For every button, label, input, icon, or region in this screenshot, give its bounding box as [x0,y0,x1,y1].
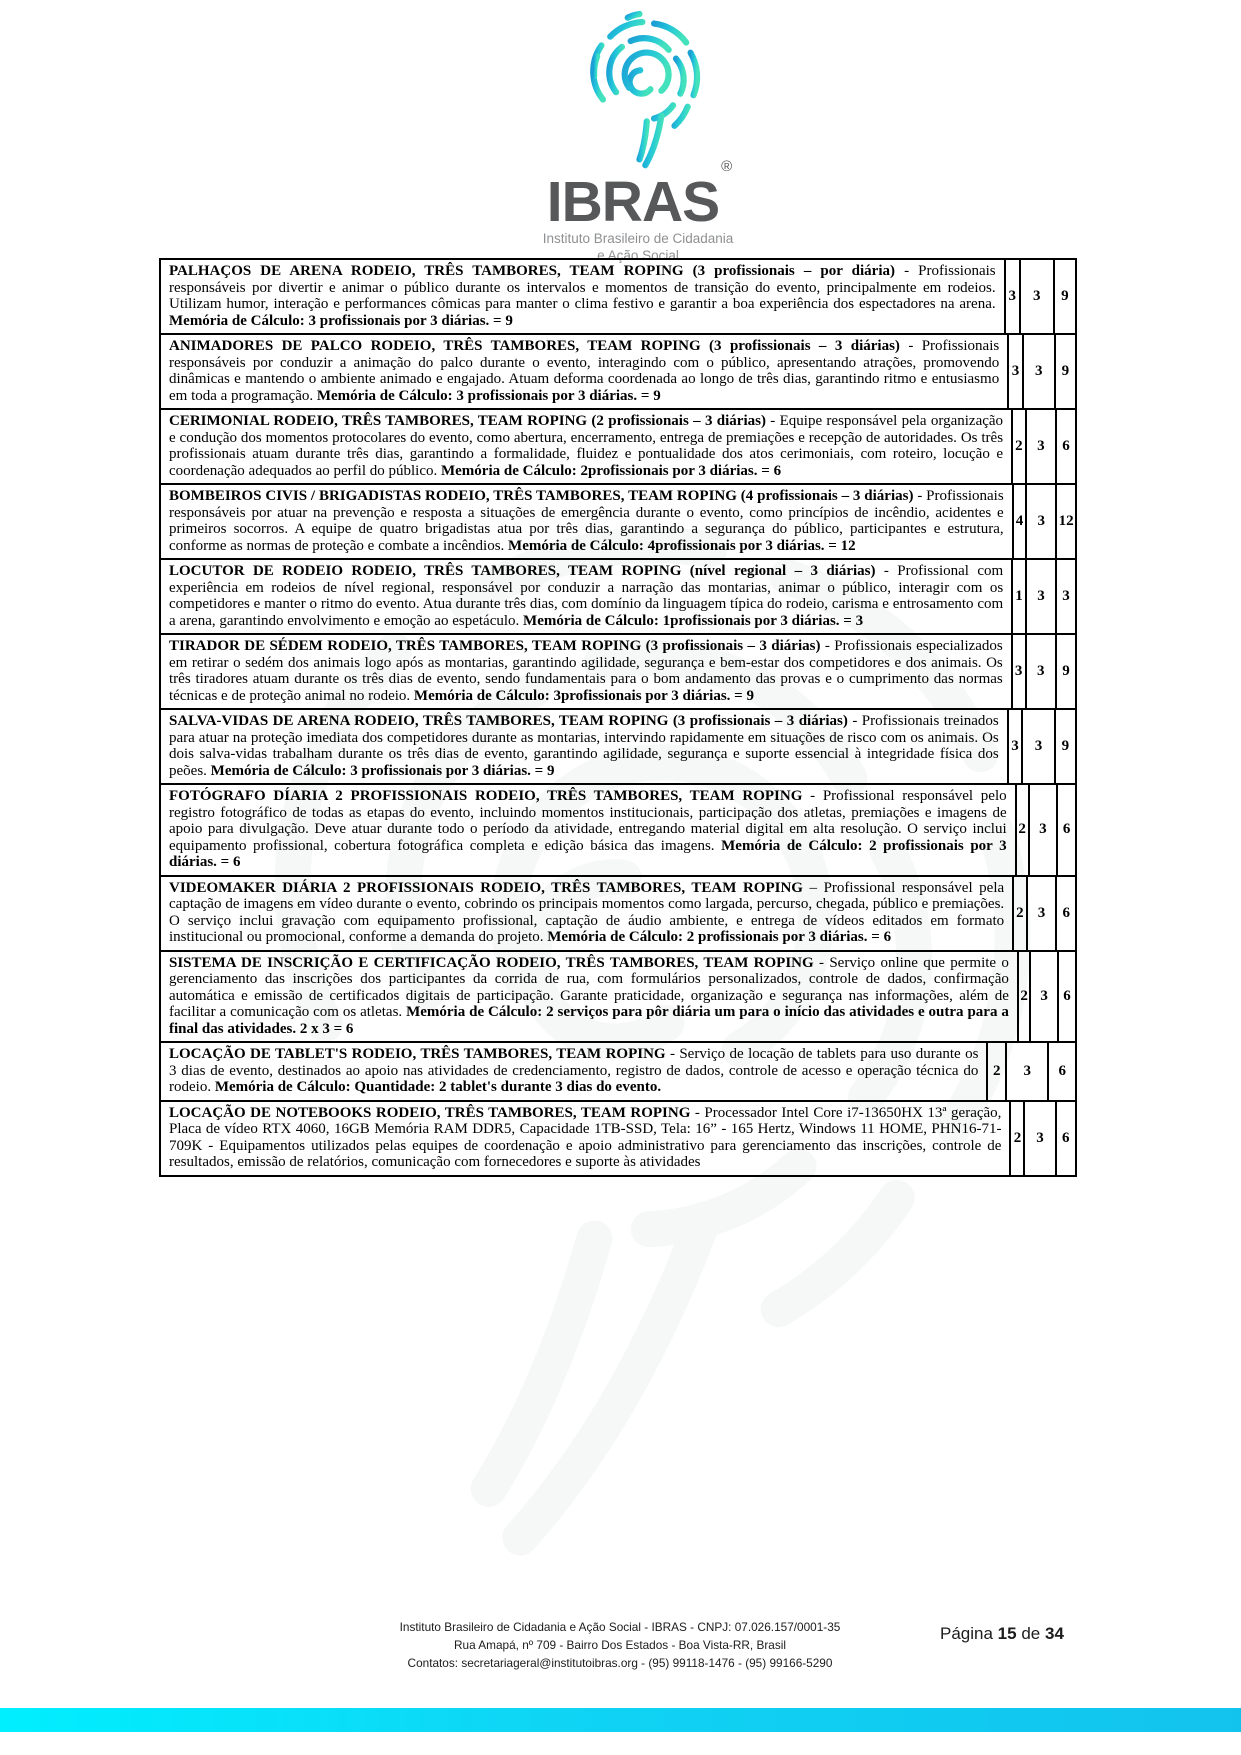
diarias-cell: 3 [1021,710,1053,783]
quantity-cell: 3 [1007,710,1022,783]
total-cell: 9 [1055,635,1075,708]
service-description-cell [161,485,1012,558]
total-cell: 6 [1056,785,1075,875]
page-total: 34 [1044,1624,1064,1643]
service-memoria-calculo: Memória de Cálculo: 3 profissionais por 3 diárias. = 9 [169,312,513,329]
service-title: VIDEOMAKER DIÁRIA 2 PROFISSIONAIS RODEIO, TRÊS TAMBORES, TEAM ROPING [169,879,803,896]
service-title: PALHAÇOS DE ARENA RODEIO, TRÊS TAMBORES, TEAM ROPING (3 profissionais – por diária) [169,263,895,279]
service-description-cell [161,560,1011,633]
service-memoria-calculo: Memória de Cálculo: 2 profissionais por 3 diárias. = 6 [169,837,1007,870]
service-description-cell [161,410,1011,483]
service-title: CERIMONIAL RODEIO, TRÊS TAMBORES, TEAM ROPING (2 profissionais – 3 diárias) [169,413,766,429]
table-row [161,408,1075,483]
service-description-cell [161,877,1012,950]
total-cell: 6 [1055,1102,1075,1175]
diarias-cell: 3 [1025,635,1055,708]
total-cell: 9 [1054,710,1075,783]
service-description: - Profissional responsável pelo registro fotográfico de todas as etapas do evento, incluindo momentos institucionais, participação dos atletas, premiações e imagens de apoio para divulgação. Deve atuar durante todo o período da atividade, entregando material digital em alta resolução. O serviço inclui equipamento profissional, cobertura fotográfica completa e edição básica das imagens. [169,788,1007,854]
table-row [161,1041,1075,1100]
diarias-cell: 3 [1029,952,1056,1042]
table-row [161,1100,1075,1175]
quantity-cell: 3 [1011,635,1025,708]
quantity-cell: 2 [1011,410,1025,483]
service-description: - Profissional com experiência em rodeios de nível regional, responsável por conduzir a narração das montarias, animar o público, interagir com os competidores e manter o ritmo do evento. Atua durante três dias, com domínio da linguagem típica do rodeio, carisma e entrosamento com a arena, garantindo envolvimento e emoção ao espetáculo. [169,563,1004,629]
diarias-cell: 3 [1026,877,1056,950]
table-row [161,558,1075,633]
table-row [161,950,1075,1042]
service-description: - Equipe responsável pela organização e condução dos momentos protocolares do evento, como abertura, encerramento, entrega de premiações e recepção de autoridades. Os três profissionais atuam durante três dias, garantindo a formalidade, fluidez e pontualidade dos atos cerimoniais, com roteiro, locução e coordenação adequados ao perfil do público. [169,413,1004,479]
service-description-cell [161,635,1011,708]
service-description: - Profissionais responsáveis por divertir e animar o público durante os intervalos e momentos de transição do evento, principalmente em rodeios. Utilizam humor, interação e performances cômicas para manter o clima festivo e garantir a boa experiência dos espectadores na arena. [169,263,996,312]
diarias-cell: 3 [1022,335,1054,408]
page-number-label [940,1624,1180,1644]
quantity-cell: 2 [1015,785,1028,875]
service-description-cell [161,1102,1009,1175]
service-memoria-calculo: Memória de Cálculo: 2 serviços para pôr diária um para o início das atividades e outra para a final das atividades. 2 x 3 = 6 [169,1004,1009,1037]
table-row [161,633,1075,708]
service-memoria-calculo: Memória de Cálculo: 3 profissionais por 3 diárias. = 9 [316,387,661,404]
service-description: - Profissionais especializados em retirar o sedém dos animais logo após as montarias, garantindo agilidade, segurança e bem-estar dos competidores e dos animais. Os três tiradores atuam durante os três dias de evento, sendo fundamentais para o bom andamento das provas e o cumprimento das normas técnicas e de proteção animal no rodeio. [169,638,1003,704]
diarias-cell: 3 [1005,1043,1047,1100]
services-table [159,258,1077,1177]
table-row [161,708,1075,783]
total-cell: 9 [1054,335,1075,408]
logo-subtitle-line2: e Ação Social [597,247,679,263]
table-row [161,333,1075,408]
table-row [161,483,1075,558]
quantity-cell: 2 [1009,1102,1023,1175]
service-description: - Processador Intel Core i7-13650HX 13ª geração, Placa de vídeo RTX 4060, 16GB Memória RAM DDR5, Capacidade 1TB-SSD, Tela: 16” - 165 Hertz, Windows 11 HOME, PHN16-71-709K - Equipamentos utilizados pelas equipes de coordenação e apoio administrativo para gerenciamento das inscrições, controle de resultados, emissão de relatórios, comunicação com fornecedores e suporte às atividades [169,1104,1002,1170]
logo-subtitle-line1: Instituto Brasileiro de Cidadania [542,231,734,246]
service-memoria-calculo: Memória de Cálculo: 3profissionais por 3 diárias. = 9 [413,687,754,704]
fingerprint-logo-icon [559,6,717,174]
logo-wordmark: IBRAS® [546,158,732,234]
service-title: ANIMADORES DE PALCO RODEIO, TRÊS TAMBORES, TEAM ROPING (3 profissionais – 3 diárias) [169,338,900,354]
total-cell: 6 [1057,952,1075,1042]
quantity-cell: 2 [1017,952,1030,1042]
diarias-cell: 3 [1019,260,1053,333]
quantity-cell: 2 [986,1043,1005,1100]
diarias-cell: 3 [1025,410,1055,483]
service-description-cell [161,952,1017,1042]
service-title: LOCAÇÃO DE NOTEBOOKS RODEIO, TRÊS TAMBORES, TEAM ROPING [169,1104,691,1121]
service-description-cell [161,335,1007,408]
footer-institute-line: Instituto Brasileiro de Cidadania e Ação Social - IBRAS - CNPJ: 07.026.157/0001-35 [399,1620,841,1634]
service-description: – Profissional responsável pela captação de imagens em vídeo durante o evento, cobrindo os principais momentos como largada, percurso, chegada, público e premiações. O serviço inclui gravação com equipamento profissional, captação de áudio ambiente, e entrega de vídeos editados em formato institucional ou promocional, conforme a demanda do projeto. [169,879,1005,945]
quantity-cell: 3 [1004,260,1019,333]
quantity-cell: 1 [1011,560,1025,633]
quantity-cell: 2 [1012,877,1025,950]
diarias-cell: 3 [1025,485,1055,558]
service-memoria-calculo: Memória de Cálculo: 3 profissionais por 3 diárias. = 9 [210,762,555,779]
page-of-word: de [1021,1624,1041,1643]
service-title: BOMBEIROS CIVIS / BRIGADISTAS RODEIO, TRÊS TAMBORES, TEAM ROPING (4 profissionais – 3 diárias) [169,488,914,504]
total-cell: 9 [1053,260,1075,333]
service-title: TIRADOR DE SÉDEM RODEIO, TRÊS TAMBORES, TEAM ROPING (3 profissionais – 3 diárias) [169,638,821,654]
footer-accent-bar [0,1708,1241,1732]
service-memoria-calculo: Memória de Cálculo: 2 profissionais por 3 diárias. = 6 [547,929,892,945]
service-description: - Profissionais treinados para atuar na proteção imediata dos competidores durante as montarias, intervindo rapidamente em situações de risco com os animais. Os dois salva-vidas trabalham durante os três dias de evento, garantindo agilidade, segurança e suporte essencial à integridade física dos peões. [169,713,999,779]
service-description: - Serviço online que permite o gerenciamento das inscrições dos participantes da corrida de rua, com formulários personalizados, controle de dados, confirmação automática e emissão de certificados digitais de participação. Garante praticidade, organização e segurança nas informações, além de facilitar a comunicação com os atletas. [169,954,1009,1020]
service-memoria-calculo: Memória de Cálculo: 1profissionais por 3 diárias. = 3 [523,612,864,629]
service-title: FOTÓGRAFO DÍARIA 2 PROFISSIONAIS RODEIO, TRÊS TAMBORES, TEAM ROPING [169,788,803,804]
service-title: LOCAÇÃO DE TABLET'S RODEIO, TRÊS TAMBORES, TEAM ROPING [169,1046,666,1062]
diarias-cell: 3 [1023,1102,1054,1175]
total-cell: 6 [1055,410,1075,483]
table-row [161,260,1075,333]
service-description-cell [161,785,1015,875]
service-description-cell [161,260,1004,333]
service-description-cell [161,1043,986,1100]
registered-mark: ® [721,158,732,175]
logo [470,6,806,265]
total-cell: 3 [1055,560,1075,633]
footer-address-line: Rua Amapá, nº 709 - Bairro Dos Estados - Boa Vista-RR, Brasil [454,1638,786,1652]
page-current: 15 [997,1624,1017,1643]
diarias-cell: 3 [1025,560,1055,633]
service-memoria-calculo: Memória de Cálculo: 4profissionais por 3 diárias. = 12 [508,537,856,554]
page-word: Página [940,1624,993,1643]
service-description: - Serviço de locação de tablets para uso durante os 3 dias de evento, destinados ao apoio nas atividades de credenciamento, registro de dados, controle de acesso e operação técnica do rodeio. [169,1046,979,1095]
service-description: - Profissionais responsáveis por conduzir a animação do palco durante o evento, interagindo com o público, apresentando atrações, promovendo dinâmicas e mantendo o ambiente animado e engajado. Atuam deforma coordenada ao longo de três dias, garantindo ritmo e entusiasmo em toda a programação. [169,338,1000,404]
diarias-cell: 3 [1028,785,1057,875]
total-cell: 12 [1055,485,1075,558]
service-description: - Profissionais responsáveis por atuar na prevenção e resposta a situações de emergência durante o evento, como princípios de incêndio, acidentes e primeiros socorros. A equipe de quatro brigadistas atua por três dias, garantindo a segurança do público, participantes e estrutura, conforme as normas de proteção e combate a incêndios. [169,488,1004,554]
service-title: LOCUTOR DE RODEIO RODEIO, TRÊS TAMBORES, TEAM ROPING (nível regional – 3 diárias) [169,563,876,579]
footer-contacts-line: Contatos: secretariageral@institutoibras.org - (95) 99118-1476 - (95) 99166-5290 [407,1656,833,1670]
service-title: SALVA-VIDAS DE ARENA RODEIO, TRÊS TAMBORES, TEAM ROPING (3 profissionais – 3 diárias) [169,713,848,729]
service-description-cell [161,710,1007,783]
table-row [161,875,1075,950]
quantity-cell: 4 [1012,485,1026,558]
quantity-cell: 3 [1007,335,1021,408]
service-title: SISTEMA DE INSCRIÇÃO E CERTIFICAÇÃO RODEIO, TRÊS TAMBORES, TEAM ROPING [169,954,814,971]
table-row [161,783,1075,875]
service-memoria-calculo: Memória de Cálculo: Quantidade: 2 tablet's durante 3 dias do evento. [214,1079,662,1095]
total-cell: 6 [1055,877,1075,950]
service-memoria-calculo: Memória de Cálculo: 2profissionais por 3 diárias. = 6 [440,462,782,479]
total-cell: 6 [1047,1043,1075,1100]
